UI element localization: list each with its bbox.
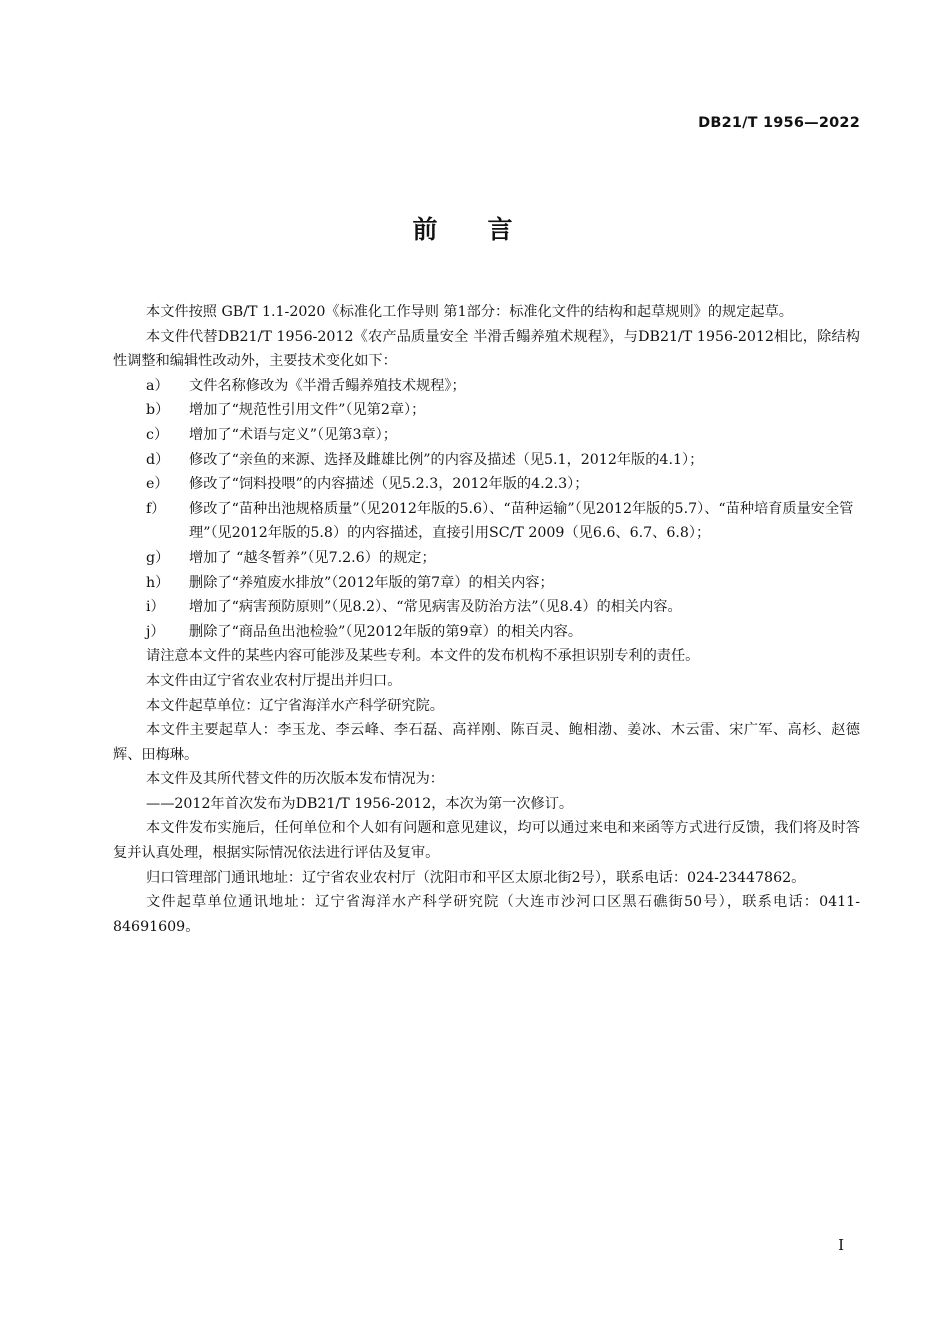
list-item-text: 删除了“养殖废水排放”（2012年版的第7章）的相关内容； (189, 574, 554, 591)
paragraph: 本文件代替DB21/T 1956-2012《农产品质量安全 半滑舌鳎养殖术规程》，与DB21/T 1956-2012相比，除结构性调整和编辑性改动外，主要技术变化如下： (113, 328, 860, 370)
list-item (113, 620, 860, 645)
document-code: DB21/T 1956—2022 (698, 115, 860, 131)
list-item (113, 546, 860, 571)
list-item (113, 472, 860, 497)
list-item-text: 文件名称修改为《半滑舌鳎养殖技术规程》； (189, 377, 466, 394)
list-item (113, 595, 860, 620)
paragraph: 本文件按照 GB/T 1.1-2020《标准化工作导则 第1部分：标准化文件的结构和起草规则》的规定起草。 (146, 304, 793, 320)
paragraph: 本文件起草单位：辽宁省海洋水产科学研究院。 (146, 697, 444, 714)
list-marker: f） (146, 500, 166, 517)
foreword-body (113, 300, 860, 939)
list-marker: g） (146, 549, 170, 566)
paragraph: 本文件及其所代替文件的历次版本发布情况为： (146, 771, 444, 788)
paragraph: 本文件由辽宁省农业农村厅提出并归口。 (146, 672, 402, 689)
list-item-text: 增加了 “越冬暂养”（见7.2.6）的规定； (189, 549, 436, 566)
list-item (113, 497, 860, 546)
list-item-text: 增加了“术语与定义”（见第3章）； (189, 426, 397, 443)
list-item-text: 修改了“饲料投喂”的内容描述（见5.2.3，2012年版的4.2.3）； (189, 476, 589, 493)
list-marker: a） (146, 377, 169, 394)
list-item (113, 448, 860, 473)
list-item-text: 增加了“规范性引用文件”（见第2章）； (189, 402, 426, 419)
list-item-text: 增加了“病害预防原则”（见8.2）、“常见病害及防治方法”（见8.4）的相关内容。 (189, 599, 682, 616)
paragraph: 归口管理部门通讯地址：辽宁省农业农村厅（沈阳市和平区太原北街2号），联系电话：024-23447862。 (146, 869, 806, 886)
paragraph: 请注意本文件的某些内容可能涉及某些专利。本文件的发布机构不承担识别专利的责任。 (146, 648, 700, 665)
list-item (113, 374, 860, 399)
page-number: I (838, 1236, 844, 1254)
list-item-text: 删除了“商品鱼出池检验”（见2012年版的第9章）的相关内容。 (189, 623, 583, 640)
list-item-text: 修改了“亲鱼的来源、选择及雌雄比例”的内容及描述（见5.1，2012年版的4.1）； (189, 451, 704, 468)
list-marker: b） (146, 402, 170, 419)
paragraph: 本文件主要起草人：李玉龙、李云峰、李石磊、高祥刚、陈百灵、鲍相渤、姜冰、木云雷、宋广军、高杉、赵德辉、田梅琳。 (113, 722, 860, 763)
page-title: 前言 (412, 215, 563, 244)
list-item-text: 修改了“苗种出池规格质量”（见2012年版的5.6）、“苗种运输”（见2012年版的5.7）、“苗种培育质量安全管理”（见2012年版的5.8）的内容描述，直接引用SC/T 2009（见6.6、6.7、6.8）； (189, 500, 854, 542)
list-item (113, 423, 860, 448)
list-item (113, 571, 860, 596)
list-marker: i） (146, 599, 165, 616)
list-item (113, 398, 860, 423)
list-marker: h） (146, 574, 170, 591)
list-marker: j） (146, 623, 165, 640)
paragraph: 文件起草单位通讯地址：辽宁省海洋水产科学研究院（大连市沙河口区黑石礁街50号），联系电话：0411-84691609。 (113, 894, 860, 935)
list-marker: d） (146, 451, 170, 468)
paragraph: 本文件发布实施后，任何单位和个人如有问题和意见建议，均可以通过来电和来函等方式进行反馈，我们将及时答复并认真处理，根据实际情况依法进行评估及复审。 (113, 820, 860, 862)
list-marker: c） (146, 426, 169, 443)
list-marker: e） (146, 476, 169, 493)
paragraph: ——2012年首次发布为DB21/T 1956-2012，本次为第一次修订。 (146, 795, 574, 812)
